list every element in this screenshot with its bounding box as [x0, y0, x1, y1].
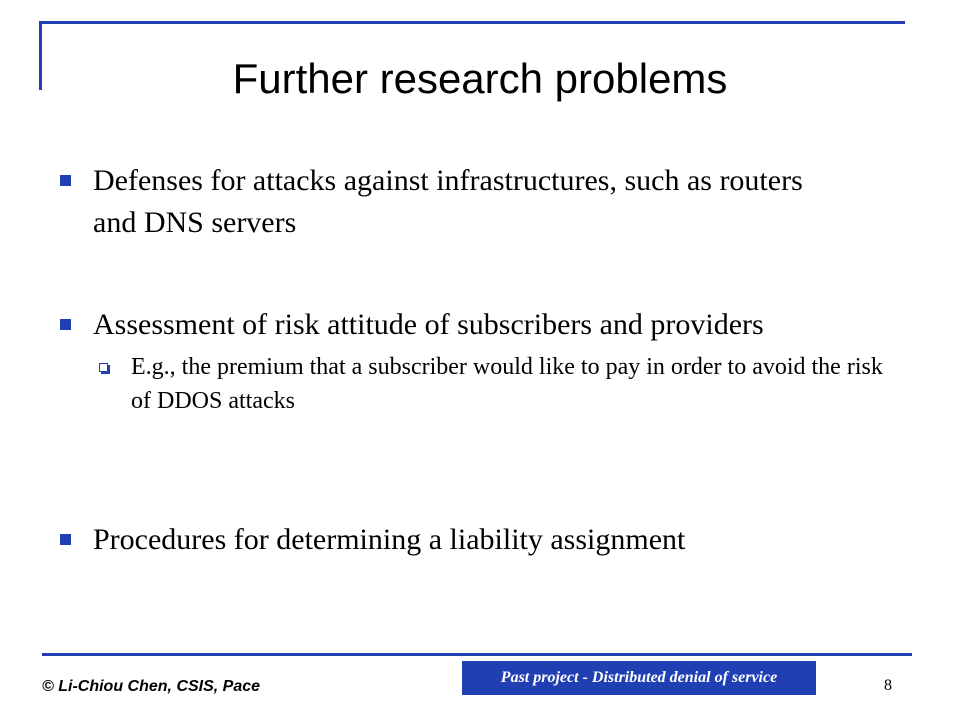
slide-title: Further research problems [232, 55, 728, 102]
bullet-text: Defenses for attacks against infrastructures, such as routers and DNS servers [93, 164, 803, 239]
bullet-item [60, 160, 840, 244]
sub-bullet-item [99, 350, 889, 418]
bullet-text: Assessment of risk attitude of subscribers and providers [93, 308, 764, 341]
footer-copyright: © Li-Chiou Chen, CSIS, Pace [42, 678, 261, 695]
page-number: 8 [884, 677, 892, 694]
footer-banner: Past project - Distributed denial of service [462, 661, 816, 695]
sub-bullet-text: E.g., the premium that a subscriber would like to pay in order to avoid the risk of DDOS attacks [131, 354, 883, 414]
filled-square-icon [60, 534, 71, 545]
bullet-item [60, 519, 840, 561]
footer-rule [42, 653, 912, 656]
bullet-text: Procedures for determining a liability assignment [93, 523, 686, 556]
filled-square-icon [60, 319, 71, 330]
filled-square-icon [60, 175, 71, 186]
frame-top-rule [42, 21, 905, 24]
bullet-item [60, 304, 840, 346]
hollow-square-icon [99, 363, 108, 372]
